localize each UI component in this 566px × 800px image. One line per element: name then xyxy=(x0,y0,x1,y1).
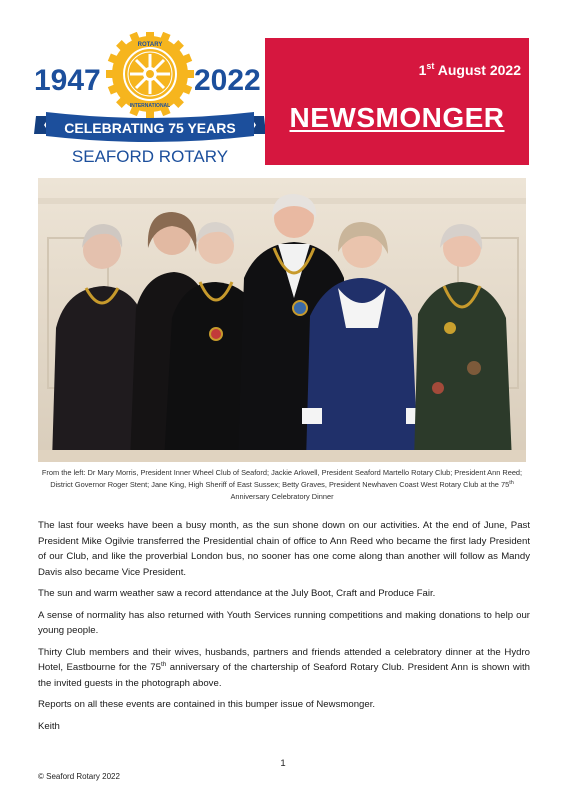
article-signoff: Keith xyxy=(38,720,60,732)
logo-banner-text: CELEBRATING 75 YEARS xyxy=(64,120,236,136)
wheel-text-bottom: INTERNATIONAL xyxy=(129,103,171,109)
logo-club-name: SEAFORD ROTARY xyxy=(71,147,229,166)
article-paragraph: Thirty Club members and their wives, husbands, partners and friends attended a celebratory dinner at the Hydro Hotel, Eastbourne for the 75th anniversary of the chartership of Seaford Rotary Club. President Ann is shown with the invited guests in the photograph above. xyxy=(38,646,530,689)
rotary-75-logo xyxy=(32,32,268,170)
newsletter-masthead xyxy=(265,38,529,165)
editorial-article xyxy=(38,518,530,740)
wheel-text-top: ROTARY xyxy=(137,42,163,48)
logo-year-start: 1947 xyxy=(34,64,101,97)
logo-year-end: 2022 xyxy=(194,64,261,97)
issue-date: 1st August 2022 xyxy=(418,61,521,78)
copyright-notice: © Seaford Rotary 2022 xyxy=(38,772,120,781)
article-paragraph: The sun and warm weather saw a record attendance at the July Boot, Craft and Produce Fair. xyxy=(38,588,436,599)
article-paragraph: Reports on all these events are contained in this bumper issue of Newsmonger. xyxy=(38,699,376,710)
newsletter-title: NEWSMONGER xyxy=(289,102,505,133)
rotary-wheel-icon xyxy=(106,32,194,118)
photo-caption: From the left: Dr Mary Morris, President Inner Wheel Club of Seaford; Jackie Arkwell, President Seaford Martello Rotary Club; President Ann Reed; District Governor Roger Stent; Jane King, High Sheriff of East Sussex; Betty Graves, President Newhaven Coast West Rotary Club at the 75th Anniversary Celebratory Dinner xyxy=(41,468,523,501)
article-paragraph: A sense of normality has also returned with Youth Services running competitions and making donations to help our young people. xyxy=(38,609,530,636)
page-number: 1 xyxy=(280,758,286,769)
group-photo xyxy=(38,178,526,462)
article-paragraph: The last four weeks have been a busy month, as the sun shone down on our activities. At the end of June, Past President Mike Ogilvie transferred the Presidential chain of office to Ann Reed who became the first lady President of our Club, and like the proverbial London bus, no sooner has one come along than another will follow as Mandy Davis also became Vice President. xyxy=(38,520,530,578)
